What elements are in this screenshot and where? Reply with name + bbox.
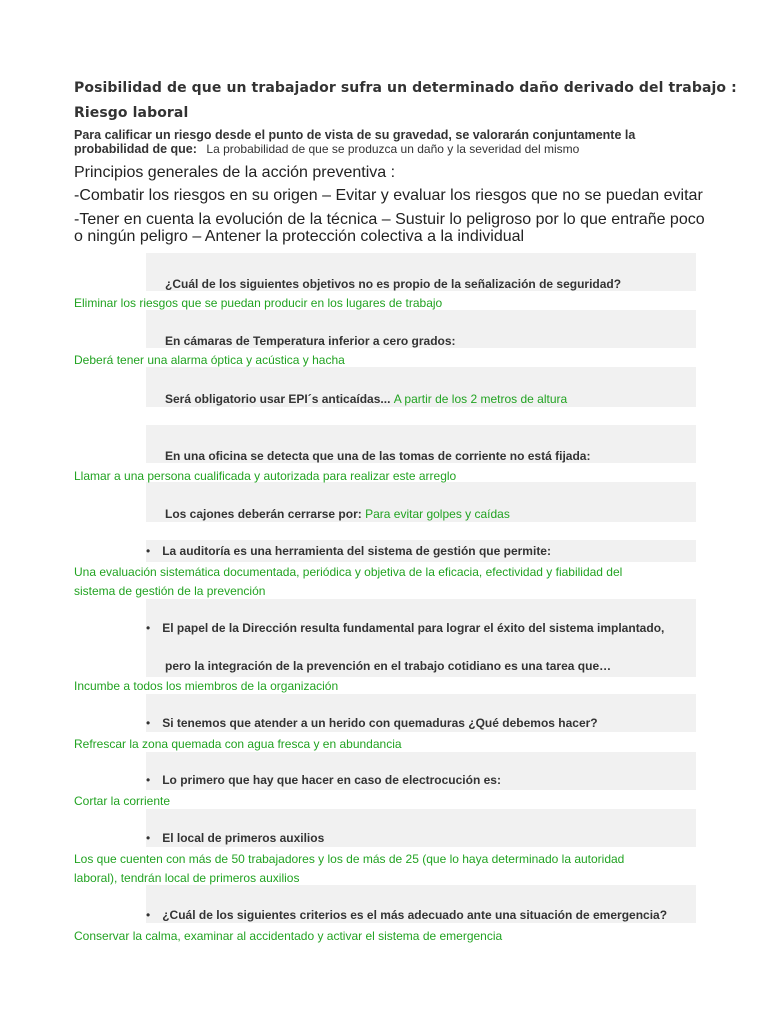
question-3-text: Será obligatorio usar EPI´s anticaídas... [165, 392, 391, 406]
answer-8: Refrescar la zona quemada con agua fresca y en abundancia [74, 737, 402, 751]
question-7 [146, 621, 664, 635]
bullet: • [146, 831, 151, 845]
question-7-text: El papel de la Dirección resulta fundamental para lograr el éxito del sistema implantado, [162, 621, 665, 635]
answer-9: Cortar la corriente [74, 794, 171, 808]
bullet: • [146, 908, 151, 922]
definition-text: La probabilidad de que se produzca un daño y la severidad del mismo [206, 142, 580, 156]
answer-2: Deberá tener una alarma óptica y acústica y hacha [74, 353, 345, 367]
answer-6-line-1: Una evaluación sistemática documentada, periódica y objetiva de la eficacia, efectividad y fiabilidad del [74, 565, 623, 579]
principles-line-1: -Combatir los riesgos en su origen – Evitar y evaluar los riesgos que no se puedan evitar [74, 187, 703, 204]
question-8 [146, 716, 598, 730]
question-6-text: La auditoría es una herramienta del sistema de gestión que permite: [162, 544, 551, 558]
question-5-text: Los cajones deberán cerrarse por: [165, 507, 362, 521]
answer-4: Llamar a una persona cualificada y autorizada para realizar este arreglo [74, 469, 457, 483]
answer-11: Conservar la calma, examinar al accidentado y activar el sistema de emergencia [74, 929, 503, 943]
definition-label: probabilidad de que: [74, 142, 197, 156]
question-10 [146, 831, 324, 845]
bullet: • [146, 716, 151, 730]
page-subtitle: Riesgo laboral [74, 105, 189, 121]
question-10-text: El local de primeros auxilios [162, 831, 325, 845]
page-title: Posibilidad de que un trabajador sufra un determinado daño derivado del trabajo : [74, 80, 737, 96]
principles-line-2: -Tener en cuenta la evolución de la técnica – Sustuir lo peligroso por lo que entrañe poco [74, 211, 705, 228]
bullet: • [146, 621, 151, 635]
question-6 [146, 544, 551, 558]
question-5 [165, 507, 510, 521]
answer-5: Para evitar golpes y caídas [365, 507, 510, 521]
principles-line-3: o ningún peligro – Antener la protección colectiva a la individual [74, 228, 525, 245]
question-1: ¿Cuál de los siguientes objetivos no es propio de la señalización de seguridad? [165, 277, 622, 291]
question-9-text: Lo primero que hay que hacer en caso de electrocución es: [162, 773, 501, 787]
question-2: En cámaras de Temperatura inferior a cero grados: [165, 334, 456, 348]
answer-10-line-1: Los que cuenten con más de 50 trabajadores y los de más de 25 (que lo haya determinado la autoridad [74, 852, 625, 866]
question-11-text: ¿Cuál de los siguientes criterios es el más adecuado ante una situación de emergencia? [162, 908, 668, 922]
question-3 [165, 392, 567, 406]
principles-title: Principios generales de la acción preventiva : [74, 164, 396, 181]
definition-line-1: Para calificar un riesgo desde el punto de vista de su gravedad, se valorarán conjuntamente la [74, 128, 636, 142]
answer-1: Eliminar los riesgos que se puedan producir en los lugares de trabajo [74, 296, 443, 310]
definition-line-2 [74, 142, 579, 156]
answer-10-line-2: laboral), tendrán local de primeros auxilios [74, 871, 300, 885]
question-9 [146, 773, 501, 787]
bullet: • [146, 544, 151, 558]
answer-6-line-2: sistema de gestión de la prevención [74, 584, 266, 598]
bullet: • [146, 773, 151, 787]
question-8-text: Si tenemos que atender a un herido con quemaduras ¿Qué debemos hacer? [162, 716, 598, 730]
answer-3: A partir de los 2 metros de altura [393, 392, 568, 406]
question-7-line-2: pero la integración de la prevención en el trabajo cotidiano es una tarea que… [165, 659, 612, 673]
question-11 [146, 908, 667, 922]
answer-7: Incumbe a todos los miembros de la organización [74, 679, 339, 693]
question-4: En una oficina se detecta que una de las tomas de corriente no está fijada: [165, 449, 591, 463]
